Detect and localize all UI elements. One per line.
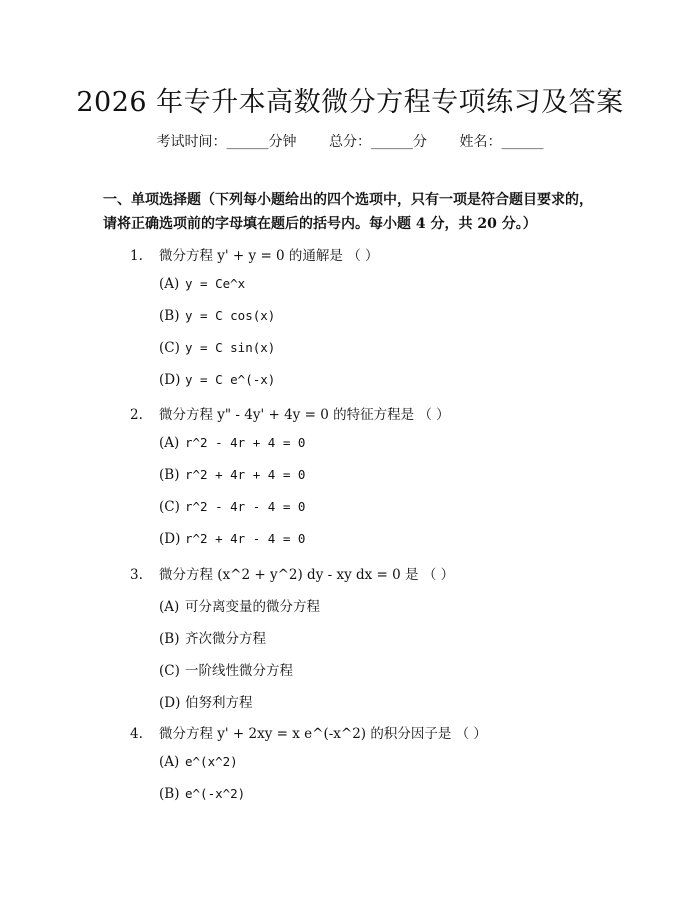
question-3-option-a: [159, 595, 320, 615]
student-name-field: 姓名：______: [459, 134, 544, 150]
option-text: y = Ce^x: [185, 276, 246, 291]
question-stem: 微分方程 (x^2 + y^2) dy - xy dx = 0 是 （ ）: [159, 567, 455, 583]
question-3-option-d: [159, 691, 253, 711]
option-label: (D): [159, 372, 181, 388]
question-1-option-b: [159, 308, 275, 324]
option-text: y = C cos(x): [185, 308, 276, 323]
option-text: r^2 - 4r + 4 = 0: [185, 435, 306, 450]
option-text: 可分离变量的微分方程: [185, 599, 320, 615]
question-2-option-c: [159, 499, 305, 515]
total-score-field: 总分：______分: [329, 134, 427, 150]
question-1-option-c: [159, 340, 275, 356]
question-4-option-b: [159, 786, 245, 802]
option-text: 伯努利方程: [185, 695, 253, 711]
question-number: 1.: [130, 248, 143, 264]
question-number: 3.: [130, 567, 143, 583]
question-2-option-a: [159, 435, 305, 451]
option-text: r^2 + 4r - 4 = 0: [185, 531, 306, 546]
option-label: (B): [159, 631, 180, 647]
question-3-option-c: [159, 659, 293, 679]
question-1-option-a: [159, 276, 245, 292]
option-label: (C): [159, 340, 180, 356]
question-stem: 微分方程 y" - 4y' + 4y = 0 的特征方程是 （ ）: [159, 407, 450, 423]
question-1-option-d: [159, 372, 275, 388]
question-number: 2.: [130, 407, 143, 423]
option-label: (C): [159, 499, 180, 515]
section-heading: [103, 188, 623, 236]
question-4-option-a: [159, 754, 238, 770]
question-1: [130, 244, 379, 264]
option-label: (A): [159, 599, 180, 615]
option-label: (A): [159, 435, 180, 451]
option-text: y = C sin(x): [185, 340, 276, 355]
option-label: (C): [159, 663, 180, 679]
question-stem: 微分方程 y' + y = 0 的通解是 （ ）: [159, 248, 379, 264]
section-heading-line-2: 请将正确选项前的字母填在题后的括号内。每小题 4 分，共 20 分。）: [103, 216, 537, 232]
option-text: e^(-x^2): [185, 786, 246, 801]
question-2: [130, 403, 450, 423]
option-label: (B): [159, 467, 180, 483]
option-label: (B): [159, 308, 180, 324]
question-2-option-d: [159, 531, 305, 547]
section-heading-line-1: 一、单项选择题（下列每小题给出的四个选项中，只有一项是符合题目要求的，: [103, 192, 593, 208]
exam-meta: [0, 131, 700, 151]
option-label: (A): [159, 276, 180, 292]
exam-time-field: 考试时间：______分钟: [156, 134, 297, 150]
question-3: [130, 563, 454, 583]
page-title: 2026 年专升本高数微分方程专项练习及答案: [76, 87, 624, 118]
option-label: (A): [159, 754, 180, 770]
question-stem: 微分方程 y' + 2xy = x e^(-x^2) 的积分因子是 （ ）: [159, 726, 487, 742]
option-text: e^(x^2): [185, 754, 238, 769]
option-label: (D): [159, 695, 181, 711]
question-4: [130, 722, 487, 742]
option-label: (B): [159, 786, 180, 802]
question-number: 4.: [130, 726, 143, 742]
option-text: r^2 + 4r + 4 = 0: [185, 467, 306, 482]
option-text: r^2 - 4r - 4 = 0: [185, 499, 306, 514]
question-3-option-b: [159, 627, 266, 647]
option-label: (D): [159, 531, 181, 547]
option-text: y = C e^(-x): [185, 372, 276, 387]
option-text: 一阶线性微分方程: [185, 663, 293, 679]
question-2-option-b: [159, 467, 305, 483]
option-text: 齐次微分方程: [185, 631, 266, 647]
